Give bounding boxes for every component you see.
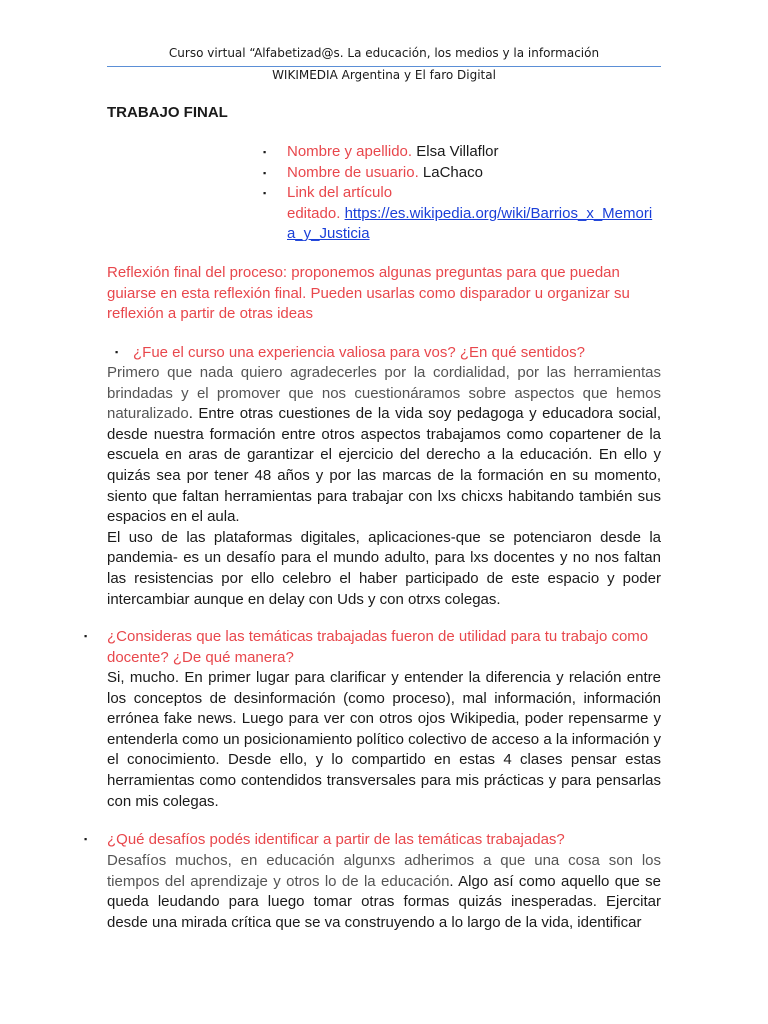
link-label-1: Link del artículo	[287, 184, 393, 202]
question-1: ¿Fue el curso una experiencia valiosa para vos? ¿En qué sentidos?	[133, 344, 585, 361]
info-item-user	[263, 163, 663, 184]
info-list	[263, 142, 663, 245]
answer-1-paragraph-2: El uso de las plataformas digitales, aplicaciones-que se potenciaron desde la pandemia- es un desafío para el mundo adulto, para lxs docentes y no nos faltan las resistencias por ello celebro el haber participado de este espacio y poder intercambiar aunque en delay con Uds y con otrxs colegas.	[107, 528, 661, 608]
header-line-1: Curso virtual “Alfabetizad@s. La educación, los medios y la información	[168, 46, 600, 60]
user-value: LaChaco	[422, 163, 483, 181]
answer-1-dark: . Entre otras cuestiones de la vida soy pedagoga y educadora social, desde nuestra formación entre otros aspectos trabajamos como copartener de la escuela en aras de garantizar el ejercicio del derecho a la educación. En ello y quizás sea por tener 48 años y por las marcas de la formación en su momento, siento que faltan herramientas para trabajar con lxs chicxs habitando también sus espacios en el aula.	[107, 405, 661, 526]
article-link-line-1[interactable]: https://es.wikipedia.org/wiki/Barrios_x_Memori	[344, 204, 653, 222]
reflection-intro: Reflexión final del proceso: proponemos algunas preguntas para que puedan guiarse en esta reflexión final. Pueden usarlas como disparador u organizar su reflexión a partir de otras ideas	[107, 264, 630, 323]
info-item-link	[263, 183, 663, 245]
bullet-icon: ▪	[84, 631, 88, 641]
bullet-icon: ▪	[263, 147, 267, 157]
answer-1	[107, 363, 661, 610]
answer-1-grey: Primero que nada quiero agradecerles por la cordialidad, por las herramientas brindadas y el promover que nos cuestionáramos sobre aspectos que hemos naturalizado	[107, 364, 661, 423]
question-2: ¿Consideras que las temáticas trabajadas fueron de utilidad para tu trabajo como docente? ¿De qué manera?	[107, 628, 649, 666]
link-label-2: editado.	[287, 204, 341, 222]
header-line-2: WIKIMEDIA Argentina y El faro Digital	[272, 68, 496, 82]
user-label: Nombre de usuario.	[287, 163, 419, 181]
info-item-name	[263, 142, 663, 163]
header-rule	[107, 66, 661, 67]
answer-2: Si, mucho. En primer lugar para clarificar y entender la diferencia y relación entre los conceptos de desinformación (como proceso), mal información, información errónea fake news. Luego para ver con otros ojos Wikipedia, poder repensarme y entenderla como un posicionamiento político colectivo de acceso a la información y el conocimiento. Desde ello, y lo compartido en estas 4 clases pensar estas herramientas como contendidos transversales para mis prácticas y para pensarlas con mis colegas.	[107, 669, 661, 810]
bullet-icon: ▪	[115, 347, 119, 357]
bullet-icon: ▪	[84, 834, 88, 844]
document-title: TRABAJO FINAL	[107, 104, 228, 121]
answer-3-grey: Desafíos muchos, en educación algunxs adherimos a que una cosa son los tiempos del aprendizaje y otros lo de la educación	[107, 852, 661, 890]
name-value: Elsa Villaflor	[416, 143, 499, 160]
bullet-icon: ▪	[263, 167, 267, 178]
bullet-icon: ▪	[263, 188, 267, 199]
article-link-line-2[interactable]: a_y_Justicia	[287, 225, 370, 243]
answer-3	[107, 851, 661, 933]
name-label: Nombre y apellido.	[287, 143, 413, 160]
answer-3-dark: . Algo así como aquello que se queda leudando para luego tomar otras formas quizás inesperadas. Ejercitar desde una mirada crítica que se va construyendo a lo largo de la vida, identificar	[107, 872, 662, 931]
question-3: ¿Qué desafíos podés identificar a partir de las temáticas trabajadas?	[107, 831, 565, 848]
